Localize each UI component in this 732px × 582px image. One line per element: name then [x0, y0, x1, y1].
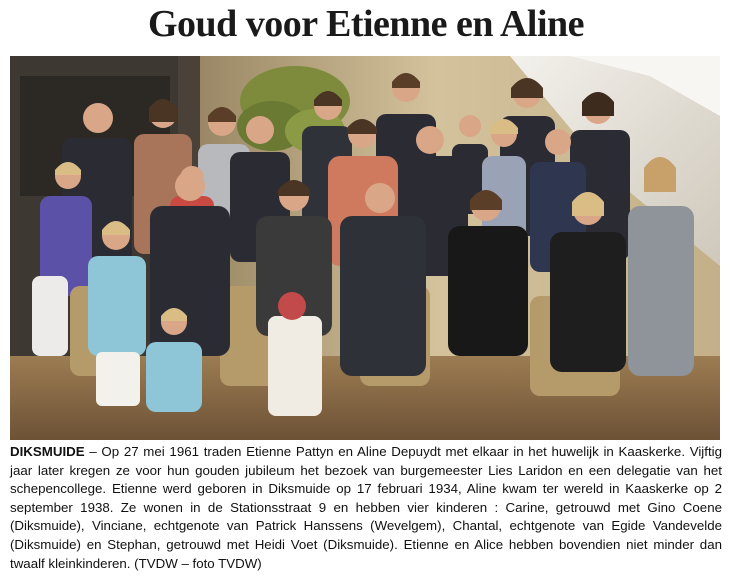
article-headline: Goud voor Etienne en Aline [147, 3, 585, 45]
photo-caption [10, 443, 722, 573]
caption-place: DIKSMUIDE [10, 444, 85, 459]
caption-body: – Op 27 mei 1961 traden Etienne Pattyn en Aline Depuydt met elkaar in het huwelijk in Kaaskerke. Vijftig jaar later kregen ze voor hun gouden jubileum het bezoek van burgemeester Lies Laridon en een delegatie van het schepencollege. Etienne werd geboren in Diksmuide op 17 februari 1934, Aline kwam ter wereld in Kaaskerke op 2 september 1938. Ze wonen in de Stationsstraat 9 en hebben vier kinderen : Carine, getrouwd met Gino Coene (Diksmuide), Vinciane, echtgenote van Patrick Hanssens (Wevelgem), Chantal, echtgenote van Egide Vandevelde (Diksmuide) en Stephan, getrouwd met Heidi Voet (Diksmuide). Etienne en Alice hebben bovendien niet minder dan twaalf kleinkinderen. (TVDW – foto TVDW) [10, 444, 722, 571]
photo-illustration [10, 56, 720, 440]
family-group-photo [10, 56, 720, 440]
